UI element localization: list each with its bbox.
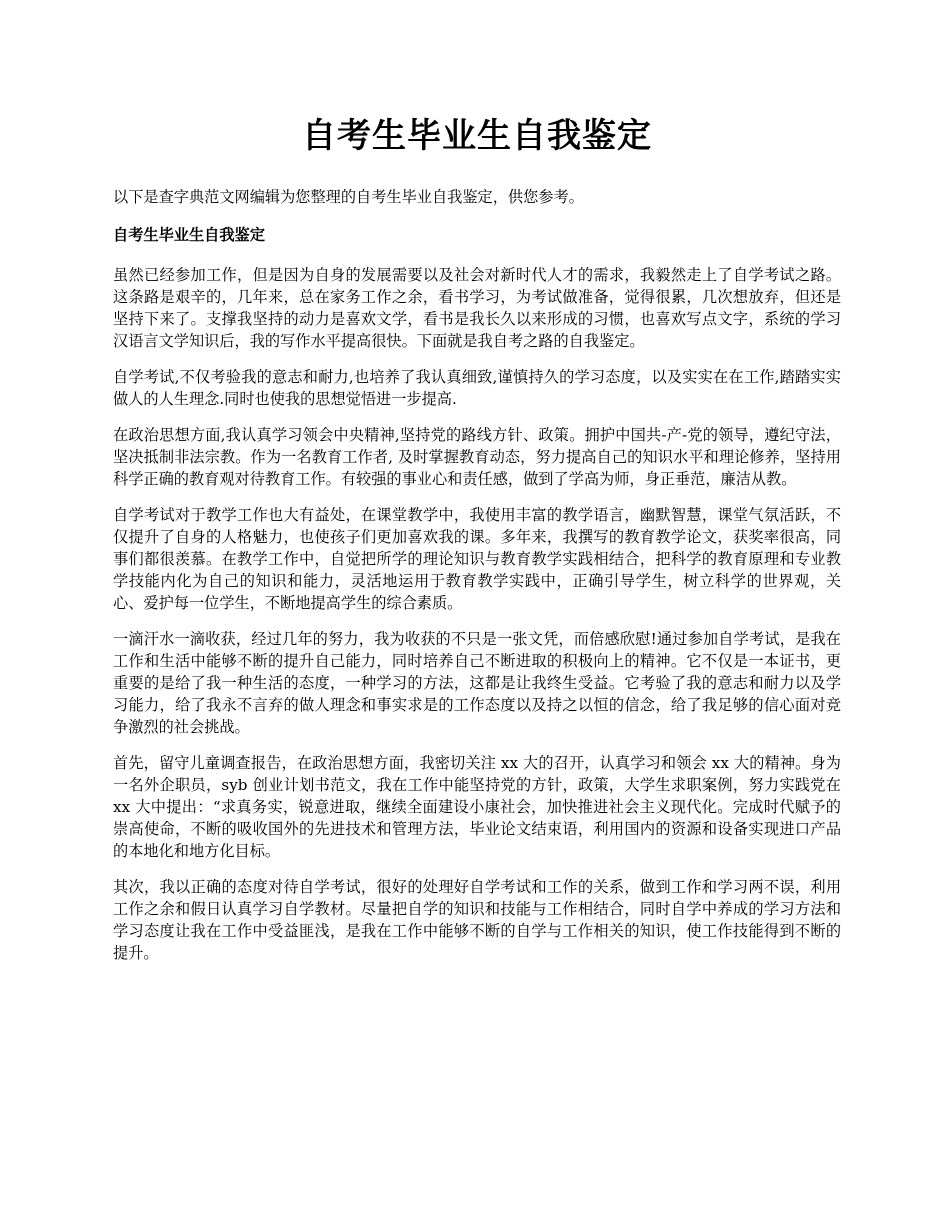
section-heading: 自考生毕业生自我鉴定 xyxy=(113,226,265,244)
document-page xyxy=(113,112,841,978)
paragraph-6: 首先，留守儿童调查报告，在政治思想方面，我密切关注 xx 大的召开，认真学习和领会 xx 大的精神。身为一名外企职员，syb 创业计划书范文，我在工作中能坚持党的方针，政策，大学生求职案例，努力实践党在 xx 大中提出：“求真务实，锐意进取，继续全面建设小康社会，加快推进社会主义现代化。完成时代赋予的崇高使命，不断的吸收国外的先进技术和管理方法，毕业论文结束语，利用国内的资源和设备实现进口产品的本地化和地方化目标。 xyxy=(113,754,841,860)
paragraph-2: 自学考试,不仅考验我的意志和耐力,也培养了我认真细致,谨慎持久的学习态度，以及实实在在工作,踏踏实实做人的人生理念.同时也使我的思想觉悟进一步提高. xyxy=(113,368,841,408)
page-title: 自考生毕业生自我鉴定 xyxy=(302,116,652,156)
intro-text: 以下是查字典范文网编辑为您整理的自考生毕业自我鉴定，供您参考。 xyxy=(113,188,584,206)
paragraph-7: 其次，我以正确的态度对待自学考试，很好的处理好自学考试和工作的关系，做到工作和学习两不误，利用工作之余和假日认真学习自学教材。尽量把自学的知识和技能与工作相结合，同时自学中养成的学习方法和学习态度让我在工作中受益匪浅，是我在工作中能够不断的自学与工作相关的知识，使工作技能得到不断的提升。 xyxy=(113,878,841,962)
paragraph-4: 自学考试对于教学工作也大有益处，在课堂教学中，我使用丰富的教学语言，幽默智慧，课堂气氛活跃，不仅提升了自身的人格魅力，也使孩子们更加喜欢我的课。多年来，我撰写的教育教学论文，获奖率很高，同事们都很羡慕。在教学工作中，自觉把所学的理论知识与教育教学实践相结合，把科学的教育原理和专业教学技能内化为自己的知识和能力，灵活地运用于教育教学实践中，正确引导学生，树立科学的世界观，关心、爱护每一位学生，不断地提高学生的综合素质。 xyxy=(113,506,841,612)
paragraph-1: 虽然已经参加工作，但是因为自身的发展需要以及社会对新时代人才的需求，我毅然走上了自学考试之路。这条路是艰辛的，几年来，总在家务工作之余，看书学习，为考试做准备，觉得很累，几次想放弃，但还是坚持下来了。支撑我坚持的动力是喜欢文学，看书是我长久以来形成的习惯，也喜欢写点文字，系统的学习汉语言文学知识后，我的写作水平提高很快。下面就是我自考之路的自我鉴定。 xyxy=(113,266,841,350)
paragraph-3: 在政治思想方面,我认真学习领会中央精神,坚持党的路线方针、政策。拥护中国共-产-党的领导，遵纪守法，坚决抵制非法宗教。作为一名教育工作者, 及时掌握教育动态，努力提高自己的知识水平和理论修养，坚持用科学正确的教育观对待教育工作。有较强的事业心和责任感，做到了学高为师，身正垂范，廉洁从教。 xyxy=(113,426,841,488)
paragraph-5: 一滴汗水一滴收获，经过几年的努力，我为收获的不只是一张文凭，而倍感欣慰!通过参加自学考试，是我在工作和生活中能够不断的提升自己能力，同时培养自己不断进取的积极向上的精神。它不仅是一本证书，更重要的是给了我一种生活的态度，一种学习的方法，这都是让我终生受益。它考验了我的意志和耐力以及学习能力，给了我永不言弃的做人理念和事实求是的工作态度以及持之以恒的信念，给了我足够的信心面对竞争激烈的社会挑战。 xyxy=(113,630,841,736)
